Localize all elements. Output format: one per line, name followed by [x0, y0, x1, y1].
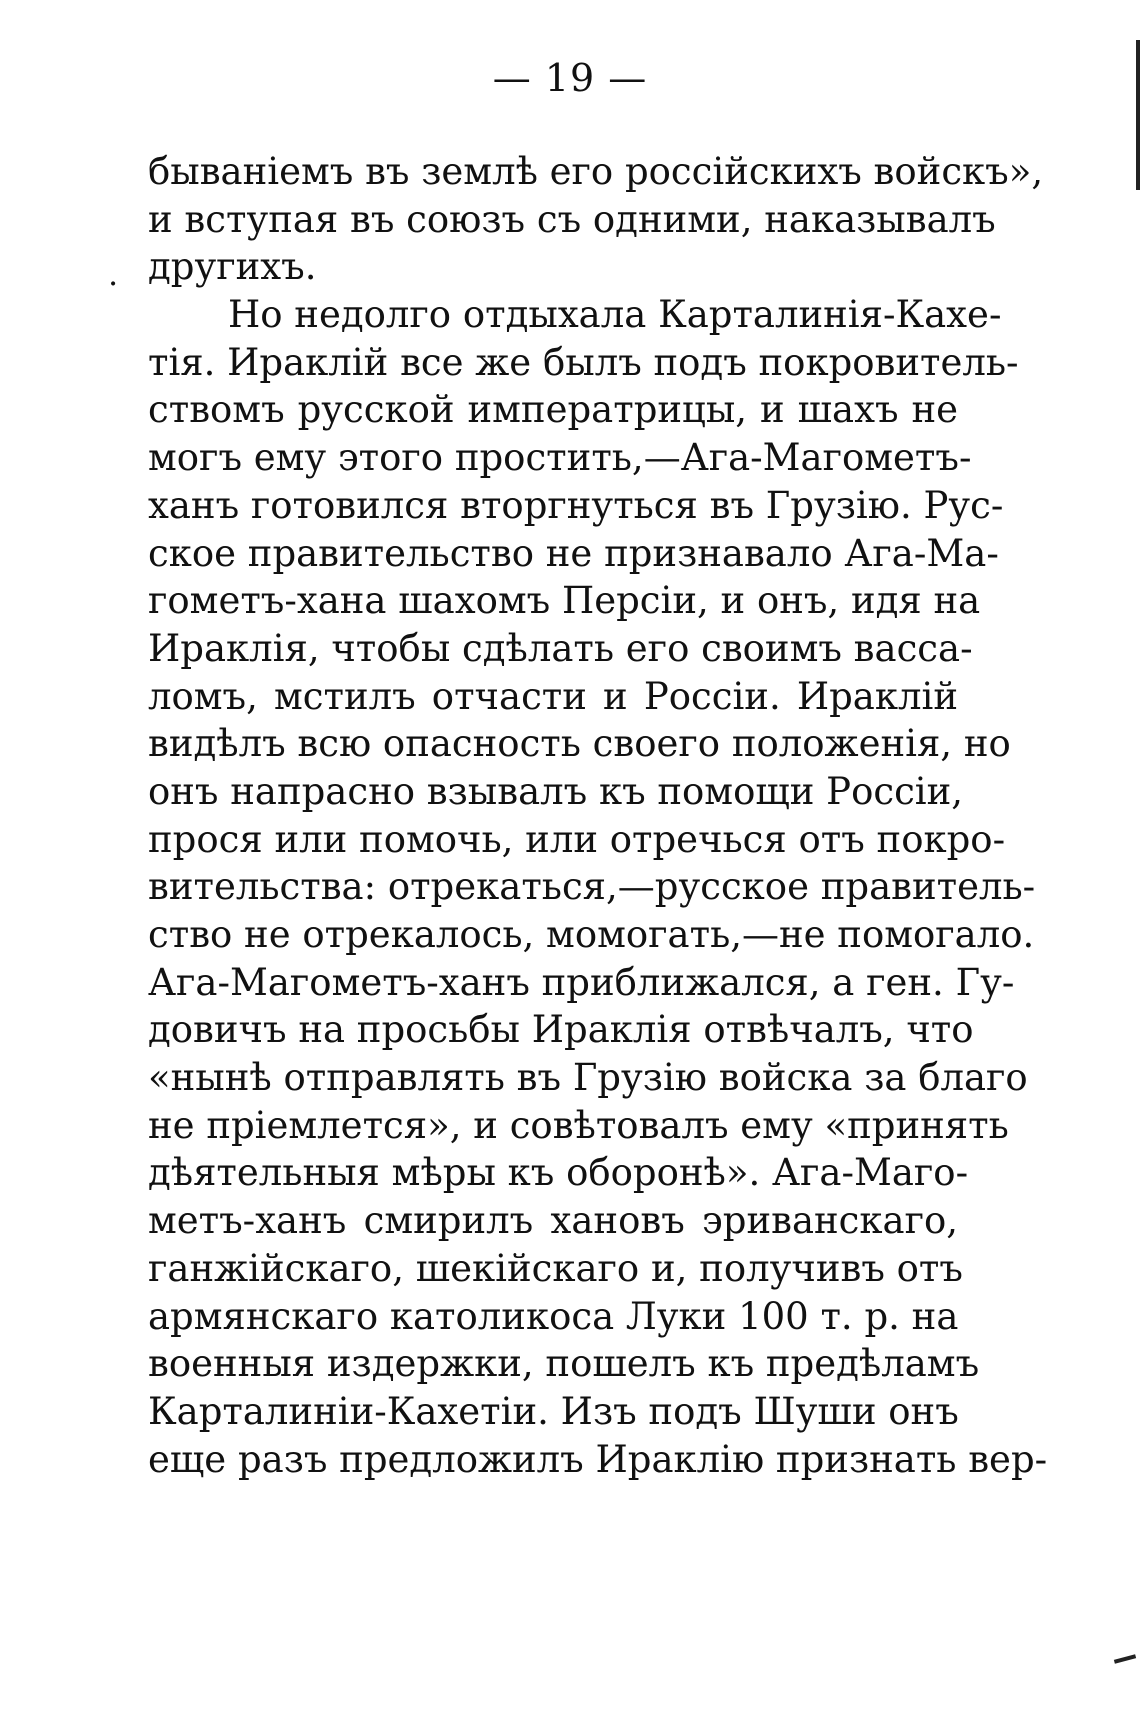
text-line: «нынѣ отправлять въ Грузію войска за благо [148, 1056, 1028, 1100]
margin-dot: . [108, 255, 119, 293]
text-line: тія. Ираклій все же былъ подъ покровитель- [148, 340, 1019, 384]
body-text [148, 148, 1048, 1483]
corner-mark [1114, 1654, 1136, 1664]
text-line: могъ ему этого простить,—Ага-Магометъ- [148, 436, 972, 480]
text-line: Карталиніи-Кахетіи. Изъ подъ Шуши онъ [148, 1389, 959, 1433]
text-line: ломъ, мстилъ отчасти и Россіи. Ираклій [148, 674, 958, 718]
page-number: — 19 — [492, 56, 648, 100]
text-line: дѣятельныя мѣры къ оборонѣ». Ага-Маго- [148, 1151, 969, 1195]
text-line: Но недолго отдыхала Карталинія-Кахе- [228, 293, 1002, 337]
text-line: ханъ готовился вторгнуться въ Грузію. Рус- [148, 483, 1004, 527]
text-line: не пріемлется», и совѣтовалъ ему «принять [148, 1103, 1009, 1147]
text-line: ское правительство не признавало Ага-Ма- [148, 531, 999, 575]
text-line: и вступая въ союзъ съ одними, наказывалъ [148, 197, 996, 241]
text-line: еще разъ предложилъ Ираклію признать вер- [148, 1437, 1048, 1481]
text-line: ство не отрекалось, момогать,—не помогало. [148, 913, 1035, 956]
text-line: другихъ. [148, 245, 317, 289]
text-line: прося или помочь, или отречься отъ покро- [148, 817, 1006, 861]
text-line: Ираклія, чтобы сдѣлать его своимъ васса- [148, 626, 973, 670]
text-line: метъ-ханъ смирилъ хановъ эриванскаго, [148, 1199, 958, 1243]
text-line: ганжійскаго, шекійскаго и, получивъ отъ [148, 1246, 963, 1290]
text-line: военныя издержки, пошелъ къ предѣламъ [148, 1342, 980, 1386]
text-line: довичъ на просьбы Ираклія отвѣчалъ, что [148, 1008, 974, 1052]
text-line: видѣлъ всю опасность своего положенія, но [148, 722, 1011, 766]
text-line: гометъ-хана шахомъ Персіи, и онъ, идя на [148, 579, 981, 623]
text-line: Ага-Магометъ-ханъ приближался, а ген. Гу- [148, 960, 1015, 1004]
text-line: ствомъ русской императрицы, и шахъ не [148, 388, 958, 432]
text-line: армянскаго католикоса Луки 100 т. р. на [148, 1294, 959, 1338]
text-line: вительства: отрекаться,—русское правитель- [148, 865, 1036, 909]
text-line: онъ напрасно взывалъ къ помощи Россіи, [148, 769, 964, 813]
text-line: бываніемъ въ землѣ его россійскихъ войскъ», [148, 150, 1044, 193]
